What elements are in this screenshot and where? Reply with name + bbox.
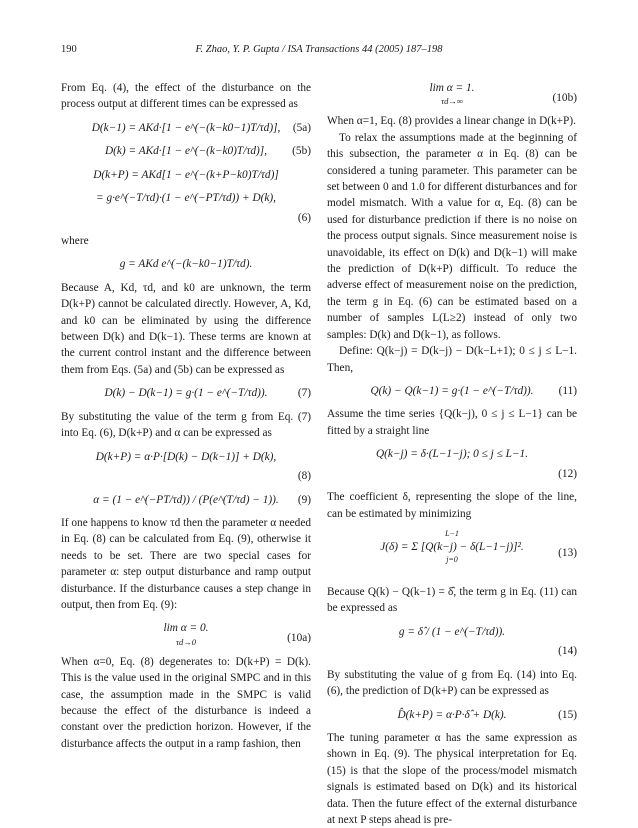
equation-expr: α = (1 − e^(−PT/τd)) / (P(e^(T/τd) − 1)). (93, 493, 279, 506)
equation-expr: lim α = 0. (163, 622, 209, 635)
equation-g (61, 256, 311, 272)
equation-expr: D(k) − D(k−1) = g·(1 − e^(−T/τd)). (104, 387, 268, 400)
equation-number: (8) (297, 470, 311, 483)
equation-expr: D(k) = AKd·[1 − e^(−(k−k0)T/τd)], (104, 145, 268, 158)
equation-number: (7) (297, 387, 311, 400)
equation-14 (327, 624, 577, 660)
paragraph: Because A, Kd, τd, and k0 are unknown, the term D(k+P) cannot be calculated directly. However, A, Kd, and k0 can be eliminated by using the difference between D(k) and D(k−1). These terms are known at the current control instant and the difference between them from Eqs. (5a) and (5b) can be expressed as (61, 281, 311, 376)
equation-number: (13) (558, 546, 577, 559)
paragraph: Assume the time series {Q(k−j), 0 ≤ j ≤ L−1} can be fitted by a straight line (327, 408, 577, 437)
limit-subscript: τd→0 (175, 636, 197, 647)
sum-upper-limit: L−1 (445, 528, 459, 538)
paragraph: Define: Q(k−j) = D(k−j) − D(k−L+1); 0 ≤ j ≤ L−1. Then, (327, 345, 577, 374)
equation-expr: D(k+P) = AKd[1 − e^(−(k+P−k0)T/τd)] (93, 168, 279, 181)
paragraph: The coefficient δ, representing the slope of the line, can be estimated by minimizing (327, 491, 577, 520)
equation-number: (6) (297, 211, 311, 224)
equation-expr: = g·e^(−T/τd)·(1 − e^(−PT/τd)) + D(k), (96, 192, 276, 205)
equation-expr: Q(k) − Q(k−1) = g·(1 − e^(−T/τd)). (370, 384, 534, 397)
equation-number: (12) (558, 467, 577, 480)
equation-expr: Q(k−j) = δ·(L−1−j); 0 ≤ j ≤ L−1. (375, 448, 529, 461)
equation-10a (61, 620, 311, 646)
equation-5b (61, 143, 311, 159)
equation-15 (327, 707, 577, 723)
equation-number: (11) (558, 384, 577, 397)
equation-10b (327, 80, 577, 106)
paragraph: Because Q(k) − Q(k−1) = δ̂, the term g in Eq. (11) can be expressed as (327, 585, 577, 615)
equation-12 (327, 446, 577, 482)
equation-number: (15) (558, 708, 577, 721)
equation-expr: D̂(k+P) = α·P·δ̂ + D(k). (397, 708, 507, 721)
equation-number: (5b) (292, 145, 311, 158)
left-column (61, 80, 311, 752)
equation-number: (14) (558, 645, 577, 658)
running-head: F. Zhao, Y. P. Gupta / ISA Transactions 44 (2005) 187–198 (195, 44, 443, 55)
equation-6-line1 (61, 167, 311, 183)
paragraph: where (61, 235, 89, 248)
paragraph: From Eq. (4), the effect of the disturbance on the process output at different times can be expressed as (61, 82, 311, 111)
equation-expr: g = AKd e^(−(k−k0−1)T/τd). (119, 258, 253, 271)
equation-5a (61, 120, 311, 136)
equation-expr: D(k−1) = AKd·[1 − e^(−(k−k0−1)T/τd)], (91, 121, 281, 134)
equation-9 (61, 492, 311, 508)
equation-6-line2 (61, 190, 311, 226)
equation-expr: lim α = 1. (429, 82, 475, 94)
paragraph: When α=0, Eq. (8) degenerates to: D(k+P) = D(k). This is the value used in the original SMPC and in this case, the assumption made in the SMPC is valid because the effect of the disturbance is indeed a constant over the prediction horizon. However, if the disturbance affects the output in a ramp fashion, then (61, 655, 311, 750)
right-column (327, 80, 577, 828)
equation-expr: J(δ) = Σ [Q(k−j) − δ(L−1−j)]². (380, 540, 524, 553)
paragraph: By substituting the value of g from Eq. (14) into Eq. (6), the prediction of D(k+P) can be expressed as (327, 668, 577, 698)
equation-7 (61, 385, 311, 401)
paragraph: To relax the assumptions made at the beginning of this subsection, the parameter α in Eq. (8) can be considered a tuning parameter. This parameter can be set between 0 and 1.0 for different disturbances and for model mismatch. With a value for α, Eq. (8) can be used for disturbance prediction if there is no noise on the process output signals. Since measurement noise is unavoidable, its effect on D(k) and D(k−1) will make the prediction of D(k+P) difficult. To reduce the adverse effect of measurement noise on the prediction, the term g in Eq. (6) can be estimated based on a number of samples L(L≥2) instead of only two samples: D(k) and D(k−1), as follows. (327, 131, 577, 341)
page-header (61, 44, 577, 60)
sum-lower-limit: j=0 (446, 555, 458, 565)
paragraph: The tuning parameter α has the same expression as shown in Eq. (9). The physical interpretation for Eq. (15) is that the slope of the process/model mismatch signals is estimated based on D(k) and its historical data. Then the future effect of the external disturbance at next P steps ahead is pre- (327, 731, 577, 826)
equation-number: (10a) (287, 632, 311, 645)
limit-subscript: τd→∞ (441, 96, 463, 107)
paragraph: By substituting the value of the term g from Eq. (7) into Eq. (6), D(k+P) and α can be expressed as (61, 410, 311, 440)
equation-number: (10b) (552, 92, 577, 104)
equation-number: (9) (297, 493, 311, 506)
paragraph: If one happens to know τd then the parameter α needed in Eq. (8) can be calculated from Eq. (9), otherwise it needs to be set. There are two special cases for parameter α: step output disturbance and ramp output disturbance. If the disturbance causes a step change in output, then from Eq. (9): (61, 516, 311, 611)
page-number: 190 (61, 44, 77, 55)
equation-11 (327, 383, 577, 399)
paragraph: When α=1, Eq. (8) provides a linear change in D(k+P). (327, 115, 576, 128)
equation-expr: D(k+P) = α·P·[D(k) − D(k−1)] + D(k), (95, 450, 277, 463)
equation-expr: g = δ̂ / (1 − e^(−T/τd)). (398, 625, 506, 638)
equation-8 (61, 449, 311, 485)
equation-number: (5a) (292, 121, 311, 134)
equation-13 (327, 529, 577, 577)
